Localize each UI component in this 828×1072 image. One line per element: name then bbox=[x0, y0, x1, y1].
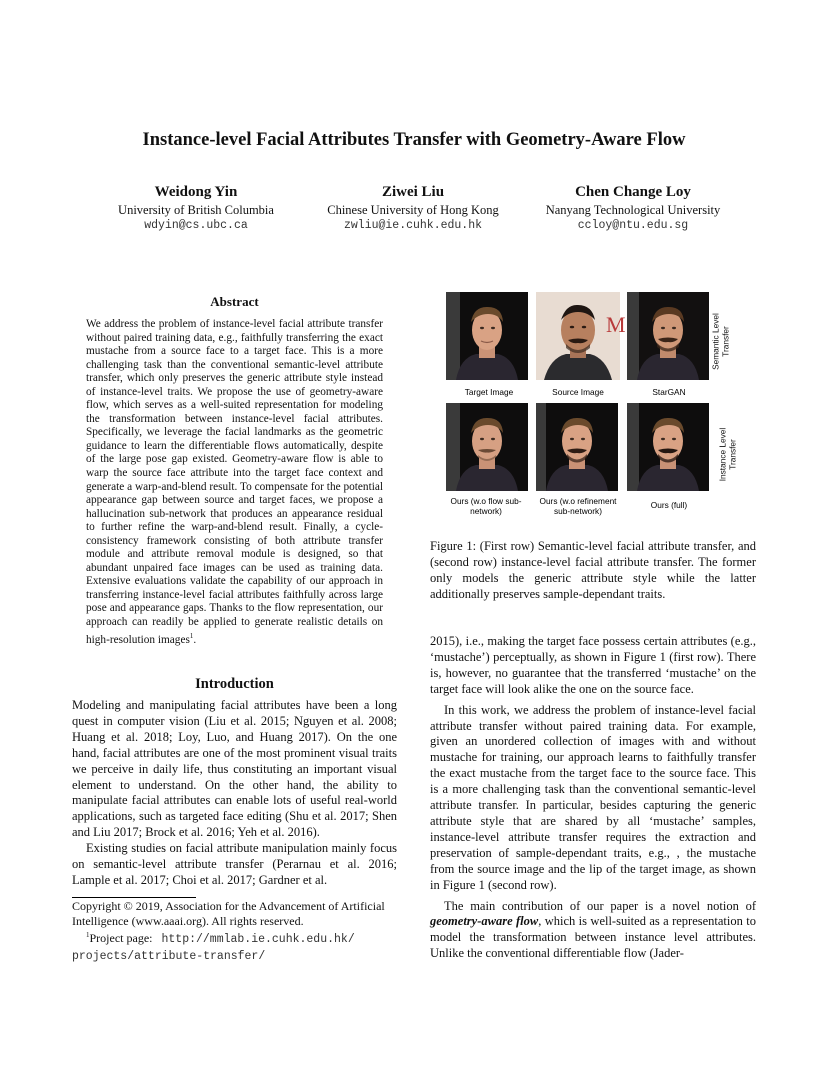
project-footnote bbox=[72, 928, 397, 948]
author-block bbox=[96, 184, 296, 234]
author-email: zwliu@ie.cuhk.edu.hk bbox=[343, 219, 483, 232]
author-affiliation: Nanyang Technological University bbox=[545, 203, 721, 217]
emphasized-term: geometry-aware flow bbox=[430, 914, 539, 929]
paragraph-lead: The main contribution of our paper is a novel notion of bbox=[444, 898, 756, 913]
footnote-marker: 1 bbox=[189, 631, 194, 640]
ours-no-flow-image bbox=[446, 403, 528, 491]
image-label: Ours (w.o flow sub-network) bbox=[450, 496, 522, 516]
footnote-number: 1 bbox=[86, 931, 90, 940]
image-label: Source Image bbox=[552, 387, 604, 397]
project-url[interactable]: http://mmlab.ie.cuhk.edu.hk/ bbox=[161, 933, 355, 947]
paragraph: 2015), i.e., making the target face possess certain attributes (e.g., ‘mustache’) perceptually, as shown in Figure 1 (first row). There is, however, no guarantee that the transferred ‘mustache’ on the target face will look alike the one on the source face. bbox=[430, 634, 756, 696]
introduction-heading: Introduction bbox=[195, 676, 274, 692]
project-url-part[interactable]: projects/attribute-transfer/ bbox=[72, 950, 266, 964]
paper-title: Instance-level Facial Attributes Transfer with Geometry-Aware Flow bbox=[142, 130, 686, 150]
target-image bbox=[446, 292, 528, 380]
svg-text:M: M bbox=[606, 312, 626, 337]
project-url-continued bbox=[72, 948, 397, 965]
paragraph-rest: , which is well-suited as a representation to model the transformation between instance level attributes. Unlike the conventional differentiable flow (Jader- bbox=[430, 914, 756, 961]
figure-caption: Figure 1: (First row) Semantic-level facial attribute transfer, and (second row) instance-level facial attribute transfer. The former only models the generic attribute style while the latter additionally preserves sample-dependant traits. bbox=[430, 539, 756, 601]
image-label: Ours (w.o refinement sub-network) bbox=[539, 496, 617, 516]
image-label: StarGAN bbox=[652, 387, 686, 397]
source-image bbox=[536, 292, 626, 380]
author-name: Weidong Yin bbox=[154, 184, 238, 200]
author-name: Ziwei Liu bbox=[381, 184, 445, 200]
project-page-label: Project page: bbox=[89, 931, 153, 946]
author-affiliation: University of British Columbia bbox=[118, 203, 274, 217]
author-email: wdyin@cs.ubc.ca bbox=[144, 219, 248, 232]
ours-no-refinement-image bbox=[536, 403, 618, 491]
paragraph: Existing studies on facial attribute manipulation mainly focus on semantic-level attribute transfer (Perarnau et al. 2016; Lample et al. 2017; Choi et al. 2017; Gardner et al. bbox=[72, 841, 397, 887]
footnotes bbox=[72, 899, 397, 965]
author-block bbox=[530, 184, 736, 234]
abstract-heading: Abstract bbox=[210, 294, 259, 309]
image-label: Target Image bbox=[464, 387, 514, 397]
ours-full-image bbox=[627, 403, 709, 491]
image-label: Ours (full) bbox=[650, 500, 688, 510]
figure-1 bbox=[446, 292, 748, 522]
copyright-notice: Copyright © 2019, Association for the Advancement of Artificial Intelligence (www.aaai.org). All rights reserved. bbox=[72, 899, 385, 928]
author-name: Chen Change Loy bbox=[575, 184, 691, 200]
author-block bbox=[313, 184, 513, 234]
author-email: ccloy@ntu.edu.sg bbox=[577, 219, 689, 232]
abstract-body-text: We address the problem of instance-level facial attribute transfer without paired training data, e.g., faithfully transferring the exact mustache from a source face to a target face. This is a more challenging task than the conventional semantic-level attribute transfer, which only preserves the generic attribute style instead of instance-level traits. We propose the use of geometry-aware flow, which serves as a well-suited representation for modeling the transformation between instance-level facial attributes. Specifically, we leverage the facial landmarks as the geometric guidance to learn the differentiable flows automatically, despite of the large pose gap existed. Geometry-aware flow is able to warp the source face attribute into the target face context and generate a warp-and-blend result. To compensate for the potential appearance gap between source and target faces, we propose a hallucination sub-network that produces an appearance residual to further refine the warp-and-blend result. Finally, a cycle-consistency framework consisting of both attribute transfer module and attribute removal module is designed, so that abundant unpaired face images can be used as training data. Extensive evaluations validate the capability of our approach in transferring instance-level facial attributes faithfully across large pose and appearance gaps. Thanks to the flow representation, our approach can readily be applied to generate realistic details on high-resolution images bbox=[86, 318, 383, 646]
stargan-image bbox=[627, 292, 709, 380]
abstract-text: We address the problem of instance-level facial attribute transfer without paired training data, e.g., faithfully transferring the exact mustache from a source face to a target face. This is a more challenging task than the conventional semantic-level attribute transfer, which only preserves the generic attribute style instead of instance-level traits. We propose the use of geometry-aware flow, which serves as a well-suited representation for modeling the transformation between instance-level facial attributes. Specifically, we leverage the facial landmarks as the geometric guidance to learn the differentiable flows automatically, despite of the large pose gap existed. Geometry-aware flow is able to warp the source face attribute into the target face context and generate a warp-and-blend result. To compensate for the potential appearance gap between source and target faces, we propose a hallucination sub-network that produces an appearance residual to further refine the warp-and-blend result. Finally, a cycle-consistency framework consisting of both attribute transfer module and attribute removal module is designed, so that abundant unpaired face images can be used as training data. Extensive evaluations validate the capability of our approach in transferring instance-level facial attributes faithfully across large pose and appearance gaps. Thanks to the flow representation, our approach can readily be applied to generate realistic details on high-resolution images$^1$. bbox=[86, 318, 383, 646]
right-column-body bbox=[430, 634, 756, 967]
paragraph: In this work, we address the problem of instance-level facial attribute transfer without paired training data. For example, given an unordered collection of images with and without mustache for training, our approach learns to faithfully transfer the exact mustache from the target face to the source face. This is a more challenging task than the conventional semantic-level attribute transfer. In particular, besides capturing the generic attribute style that are shared by all ‘mustache’ samples, instance-level attribute transfer requires the extraction and preservation of sample-dependant traits, e.g., , the mustache from the source image and the lip of the target image, as shown in Figure 1 (second row). bbox=[430, 702, 756, 892]
footnote-divider bbox=[72, 897, 196, 898]
row-side-label: Instance Level Transfer bbox=[717, 427, 737, 482]
introduction-body bbox=[72, 698, 397, 889]
paragraph bbox=[430, 899, 756, 963]
row-side-label: Semantic Level Transfer bbox=[710, 313, 730, 370]
author-affiliation: Chinese University of Hong Kong bbox=[327, 203, 499, 217]
paragraph: Modeling and manipulating facial attributes have been a long quest in computer vision (Liu et al. 2015; Nguyen et al. 2008; Huang et al. 2018; Loy, Luo, and Huang 2017). On the one hand, facial attributes are one of the most prominent visual traits we perceive in daily life, thus constituting an important visual element to understand. On the other hand, the ability to manipulate facial attributes can enable lots of useful real-world applications, such as targeted face editing (Shu et al. 2017; Shen and Liu 2017; Brock et al. 2016; Yeh et al. 2016). bbox=[72, 698, 397, 840]
